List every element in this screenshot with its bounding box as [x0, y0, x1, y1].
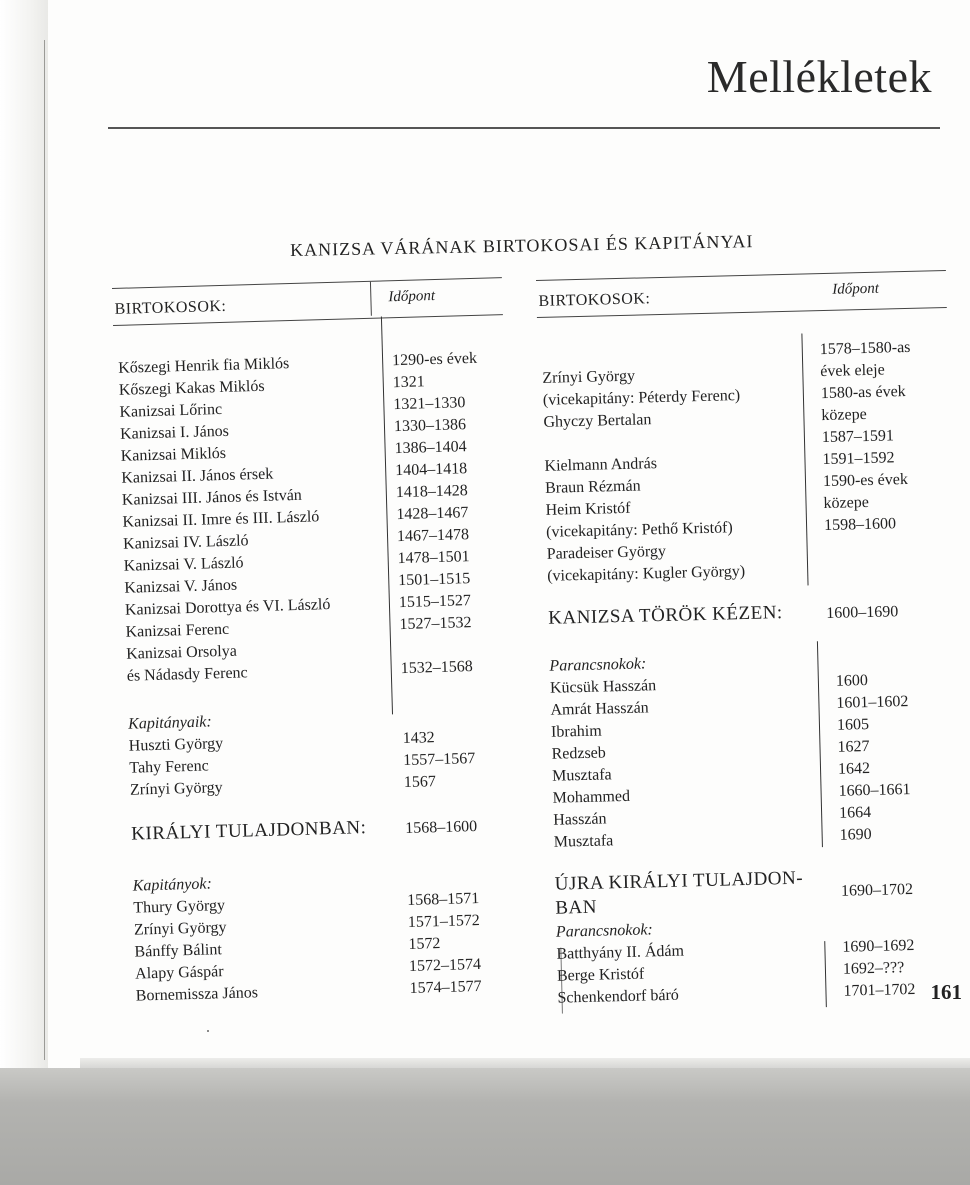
table-row: Zrínyi György évek eleje [542, 361, 885, 387]
table-row: Kőszegi Kakas Miklós 1321 [118, 373, 425, 399]
table-row: Kanizsai Orsolya [125, 642, 238, 663]
table-row: Kanizsai I. János 1330–1386 [119, 416, 467, 443]
captains-list [124, 703, 516, 802]
table-row: 1587–1591 [821, 427, 895, 447]
table-row: (vicekapitány: Kugler György) [547, 562, 746, 585]
table-row: Zrínyi György 1571–1572 [133, 911, 481, 939]
table-row: Redzseb 1627 [551, 737, 870, 763]
date-header: Időpont [388, 287, 436, 306]
turkish-section [544, 598, 955, 636]
table-row: Zrínyi György 1567 [129, 773, 437, 799]
table-row: és Nádasdy Ferenc 1532–1568 [126, 658, 473, 685]
table-row: Braun Rézmán 1590-es évek [544, 470, 909, 497]
header-rule [108, 127, 940, 129]
owners-list [538, 336, 954, 588]
section-heading: ÚJRA KIRÁLYI TULAJDON- [554, 867, 804, 895]
table-row: Bornemissza János 1574–1577 [135, 977, 482, 1005]
table-row: Schenkendorf báró 1701–1702 [557, 980, 916, 1007]
royal-again-section [551, 864, 962, 920]
section-heading: Kapitányaik: [127, 713, 212, 733]
commanders-list [545, 646, 960, 854]
table-title: KANIZSA VÁRÁNAK BIRTOKOSAI ÉS KAPITÁNYAI [290, 231, 754, 260]
table-row: Kanizsai Lőrinc 1321–1330 [119, 394, 466, 421]
header-separator [370, 282, 372, 316]
section-heading: KIRÁLYI TULAJDONBAN: 1568–1600 [130, 817, 478, 845]
table-row: Berge Kristóf 1692–??? [556, 959, 905, 985]
right-table [536, 270, 964, 1010]
section-heading: KANIZSA TÖRÖK KÉZEN: 1600–1690 [548, 602, 899, 629]
table-row: Musztafa 1642 [551, 759, 871, 785]
owners-header: BIRTOKOSOK: [114, 297, 227, 318]
table-row: 1578–1580-as [819, 338, 911, 359]
table-row: (vicekapitány: Péterdy Ferenc) 1580-as évek [542, 383, 906, 409]
table-row: Kőszegi Henrik fia Miklós 1290-es évek [118, 349, 478, 377]
table-row: Huszti György 1432 [128, 729, 435, 755]
gutter-line [44, 40, 45, 1060]
table-row: Kanizsai IV. László 1467–1478 [122, 526, 470, 553]
table-row: Ibrahim 1605 [550, 716, 870, 741]
table-row: Kanizsai II. Imre és III. László 1428–1467 [122, 504, 469, 531]
scan-background [0, 1068, 970, 1185]
table-row: Tahy Ferenc 1557–1567 [129, 750, 476, 777]
table-row: Kanizsai V. János 1501–1515 [124, 570, 471, 597]
table-row: Thury György 1568–1571 [133, 889, 480, 917]
table-row: Amrát Hasszán 1601–1602 [550, 693, 909, 719]
royal-commanders-list [552, 912, 964, 1010]
table-row: Kanizsai Dorottya és VI. László 1515–1527 [124, 592, 472, 619]
table-row: Alapy Gáspár 1572–1574 [134, 955, 482, 983]
page-number: 161 [930, 980, 962, 1004]
table-row: Kielmann András 1591–1592 [544, 449, 895, 475]
table-row: Kanizsai V. László 1478–1501 [123, 548, 470, 575]
table-row: Kanizsai III. János és István 1418–1428 [121, 482, 469, 509]
table-row: Kanizsai Miklós 1386–1404 [120, 438, 467, 465]
owners-header: BIRTOKOSOK: [538, 290, 651, 310]
table-row: Musztafa 1690 [553, 825, 872, 851]
table-row: Hasszán 1664 [552, 803, 872, 829]
page-header-title: Mellékletek [706, 51, 932, 102]
section-heading: BAN 1690–1702 [555, 880, 914, 919]
section-heading: Parancsnokok: [549, 655, 647, 675]
table-row: Kanizsai Ferenc 1527–1532 [125, 614, 472, 641]
book-spine-shadow [0, 0, 48, 1070]
table-row: (vicekapitány: Pethő Kristóf) 1598–1600 [545, 515, 897, 541]
left-table [112, 277, 522, 1008]
royal-captains-list [128, 865, 522, 1008]
table-row: Mohammed 1660–1661 [552, 781, 911, 807]
date-header: Időpont [832, 280, 880, 298]
table-row: Kanizsai II. János érsek 1404–1418 [121, 460, 468, 487]
table-header [112, 278, 503, 325]
table-row: Kücsük Hasszán 1600 [549, 672, 869, 697]
print-speck [207, 1030, 209, 1032]
royal-section [127, 813, 518, 852]
section-heading: Parancsnokok: [555, 921, 653, 941]
section-heading: Kapitányok: [132, 875, 213, 895]
table-row: Heim Kristóf közepe [545, 493, 870, 519]
table-row: Bánffy Bálint 1572 [134, 935, 441, 961]
table-row: Batthyány II. Ádám 1690–1692 [556, 936, 915, 963]
table-row: Ghyczy Bertalan közepe [543, 405, 867, 431]
owners-list [114, 347, 513, 688]
table-row: Paradeiser György [546, 542, 667, 563]
